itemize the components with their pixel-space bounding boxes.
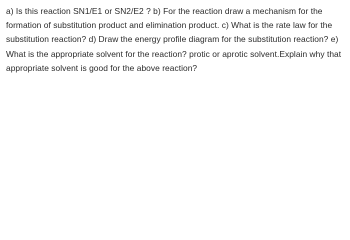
- question-line-4: What is the appropriate solvent for the reaction? protic or aprotic solvent.Explain why that: [6, 48, 342, 59]
- question-line-1: a) Is this reaction SN1/E1 or SN2/E2 ? b) For the reaction draw a mechanism for the: [6, 6, 323, 16]
- question-line-5: appropriate solvent is good for the above reaction?: [6, 62, 198, 73]
- question-line-3: substitution reaction? d) Draw the energy profile diagram for the substitution reaction? e): [6, 34, 339, 45]
- question-text: [6, 4, 348, 75]
- question-line-2: formation of substitution product and elimination product. c) What is the rate law for the: [6, 20, 333, 31]
